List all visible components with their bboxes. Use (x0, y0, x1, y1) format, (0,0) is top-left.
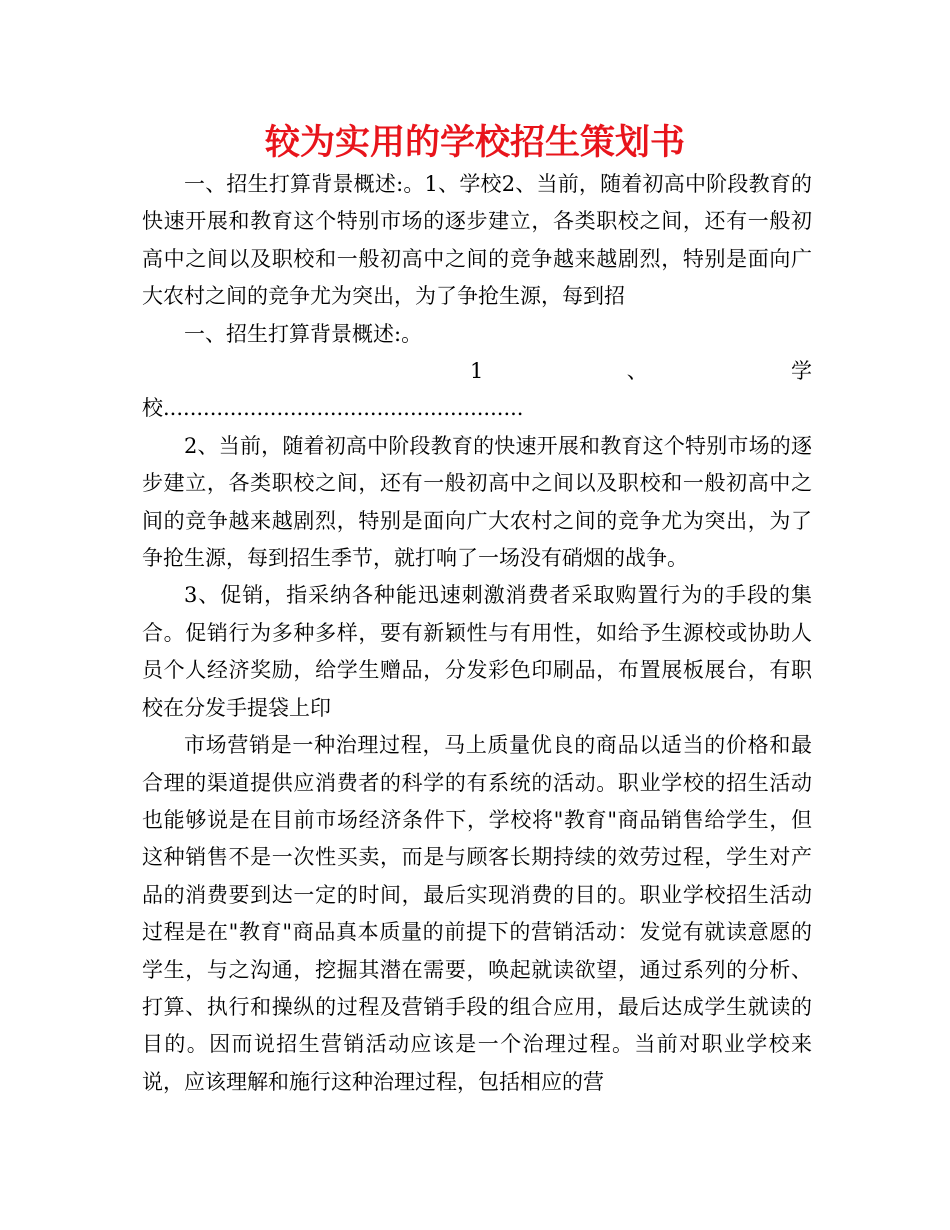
spread-word: 学 (791, 359, 812, 384)
spread-line (142, 353, 812, 390)
spread-number: 1 (470, 359, 484, 384)
document-body (142, 166, 812, 1101)
paragraph-competition: 2、当前，随着初高中阶段教育的快速开展和教育这个特别市场的逐步建立，各类职校之间，还有一般初高中之间以及职校和一般初高中之间的竞争越来越剧烈，特别是面向广大农村之间的竞争尤为突出，为了争抢生源，每到招生季节，就打响了一场没有硝烟的战争。 (142, 433, 812, 571)
paragraph-promotion: 3、促销，指采纳各种能迅速刺激消费者采取购置行为的手段的集合。促销行为多种多样，要有新颖性与有用性，如给予生源校或协助人员个人经济奖励，给学生赠品，分发彩色印刷品，布置展板展台，有职校在分发手提袋上印 (142, 583, 812, 720)
paragraph-marketing: 市场营销是一种治理过程，马上质量优良的商品以适当的价格和最合理的渠道提供应消费者的科学的有系统的活动。职业学校的招生活动也能够说是在目前市场经济条件下，学校将"教育"商品销售给学生，但这种销售不是一次性买卖，而是与顾客长期持续的效劳过程，学生对产品的消费要到达一定的时间，最后实现消费的目的。职业学校招生活动过程是在"教育"商品真本质量的前提下的营销活动：发觉有就读意愿的学生，与之沟通，挖掘其潜在需要，唤起就读欲望，通过系列的分析、打算、执行和操纵的过程及营销手段的组合应用，最后达成学生就读的目的。因而说招生营销活动应该是一个治理过程。当前对职业学校来说，应该理解和施行这种治理过程，包括相应的营 (142, 733, 812, 1094)
spread-separator: 、 (626, 359, 648, 384)
dots-line: 校...................................................... (142, 396, 524, 421)
document-title: 较为实用的学校招生策划书 (264, 123, 685, 163)
paragraph-intro: 一、招生打算背景概述:。1、学校2、当前，随着初高中阶段教育的快速开展和教育这个特别市场的逐步建立，各类职校之间，还有一般初高中之间以及职校和一般初高中之间的竞争越来越剧烈，特别是面向广大农村之间的竞争尤为突出，为了争抢生源，每到招 (142, 172, 812, 309)
paragraph-heading: 一、招生打算背景概述:。 (184, 321, 423, 346)
